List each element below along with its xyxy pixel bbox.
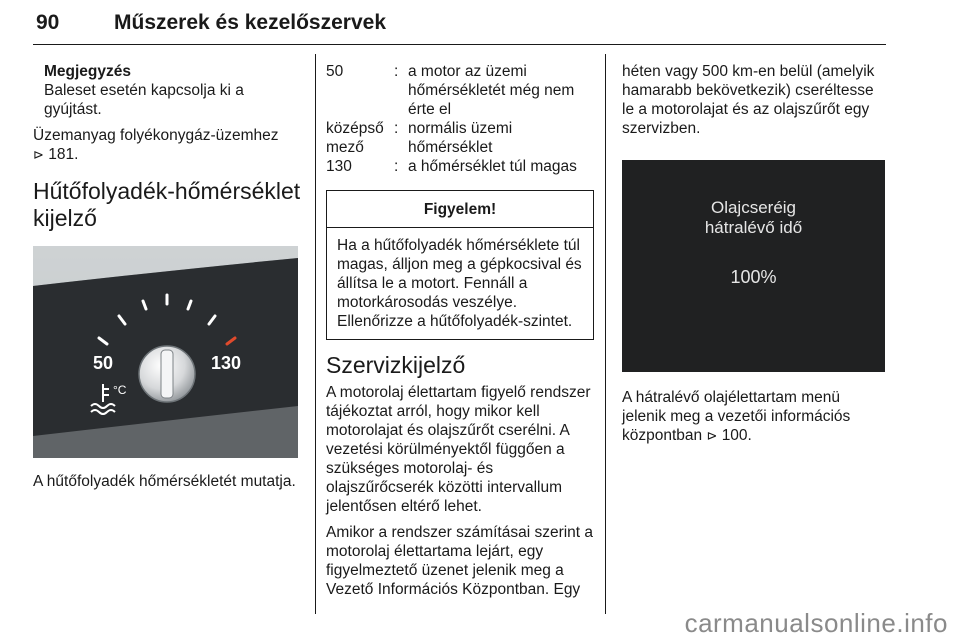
column-left <box>33 62 303 498</box>
service-heading: Szervizkijelző <box>326 352 466 378</box>
page-number: 90 <box>36 11 60 34</box>
fuel-pump-text: Üzemanyag folyékonygáz-üzemhez <box>33 127 279 144</box>
fuel-pump-ref[interactable]: 181. <box>48 146 79 163</box>
fuel-pump-paragraph <box>33 126 303 164</box>
table-row <box>326 62 594 119</box>
page-header <box>33 4 886 45</box>
display-line-1: Olajcseréig <box>710 198 797 217</box>
column-right <box>622 62 887 452</box>
note-title: Megjegyzés <box>44 63 132 80</box>
temperature-table <box>326 62 594 176</box>
page-reference-icon: ⊳ <box>706 428 718 443</box>
display-caption <box>622 388 887 445</box>
service-paragraph-1: A motorolaj élettartam figyelő rendszer tájékoztat arról, hogy mikor kell motorolajat és olajszűrőt cserélni. A vezetési körülményektől függően a szükséges motorolaj- és olajszűrőcserék közötti intervallum jelentősen eltérő lehet. <box>326 384 591 515</box>
temp-separator: : <box>394 158 399 175</box>
display-percent: 100% <box>730 267 777 287</box>
warning-box <box>326 190 594 340</box>
note-text: Baleset esetén kapcsolja ki a gyújtást. <box>44 82 244 118</box>
temp-key: 130 <box>326 158 352 175</box>
column-divider-2 <box>605 54 606 614</box>
note-block <box>33 62 303 119</box>
temp-key: középső mező <box>326 120 384 156</box>
gauge-unit-label: °C <box>113 383 127 397</box>
warning-text: Ha a hűtőfolyadék hőmérséklete túl magas, álljon meg a gépkocsival és állítsa le a motort. Fennáll a motorkárosodás veszélye. Ellenőrizze a hűtőfolyadék-szintet. <box>337 237 582 330</box>
temp-value: a hőmérséklet túl magas <box>408 158 577 175</box>
temp-separator: : <box>394 120 399 137</box>
table-row <box>326 157 594 176</box>
warning-title: Figyelem! <box>327 191 593 228</box>
display-caption-ref[interactable]: 100. <box>721 427 752 444</box>
temp-value: normális üzemi hőmérséklet <box>408 120 513 156</box>
column-middle <box>326 62 594 606</box>
gauge-high-label: 130 <box>211 353 242 373</box>
coolant-caption: A hűtőfolyadék hőmérsékletét mutatja. <box>33 473 296 490</box>
page-reference-icon: ⊳ <box>33 147 44 162</box>
chapter-title: Műszerek és kezelőszervek <box>114 11 387 34</box>
display-caption-text: A hátralévő olajélettartam menü jelenik meg a vezetői információs központban <box>622 389 851 444</box>
gauge-low-label: 50 <box>93 353 114 373</box>
temp-value: a motor az üzemi hőmérsékletét még nem érte el <box>408 63 575 118</box>
oil-life-display-illustration <box>622 160 885 372</box>
coolant-heading: Hűtőfolyadék-hőmérséklet kijelző <box>33 178 301 231</box>
coolant-gauge-svg <box>33 246 298 458</box>
coolant-gauge-illustration <box>33 246 298 458</box>
continued-paragraph: héten vagy 500 km-en belül (amelyik hamarabb bekövetkezik) cseréltesse le a motorolajat és az olajszűrőt egy szervizben. <box>622 63 875 137</box>
temp-separator: : <box>394 63 399 80</box>
service-paragraph-2: Amikor a rendszer számításai szerint a motorolaj élettartama lejárt, egy figyelmeztető üzenet jelenik meg a Vezető Információs Központban. Egy <box>326 524 594 598</box>
table-row <box>326 119 594 157</box>
column-divider-1 <box>315 54 316 614</box>
watermark: carmanualsonline.info <box>684 608 948 638</box>
gauge-needle <box>161 350 173 398</box>
display-line-2: hátralévő idő <box>704 218 803 237</box>
temp-key: 50 <box>326 63 344 80</box>
